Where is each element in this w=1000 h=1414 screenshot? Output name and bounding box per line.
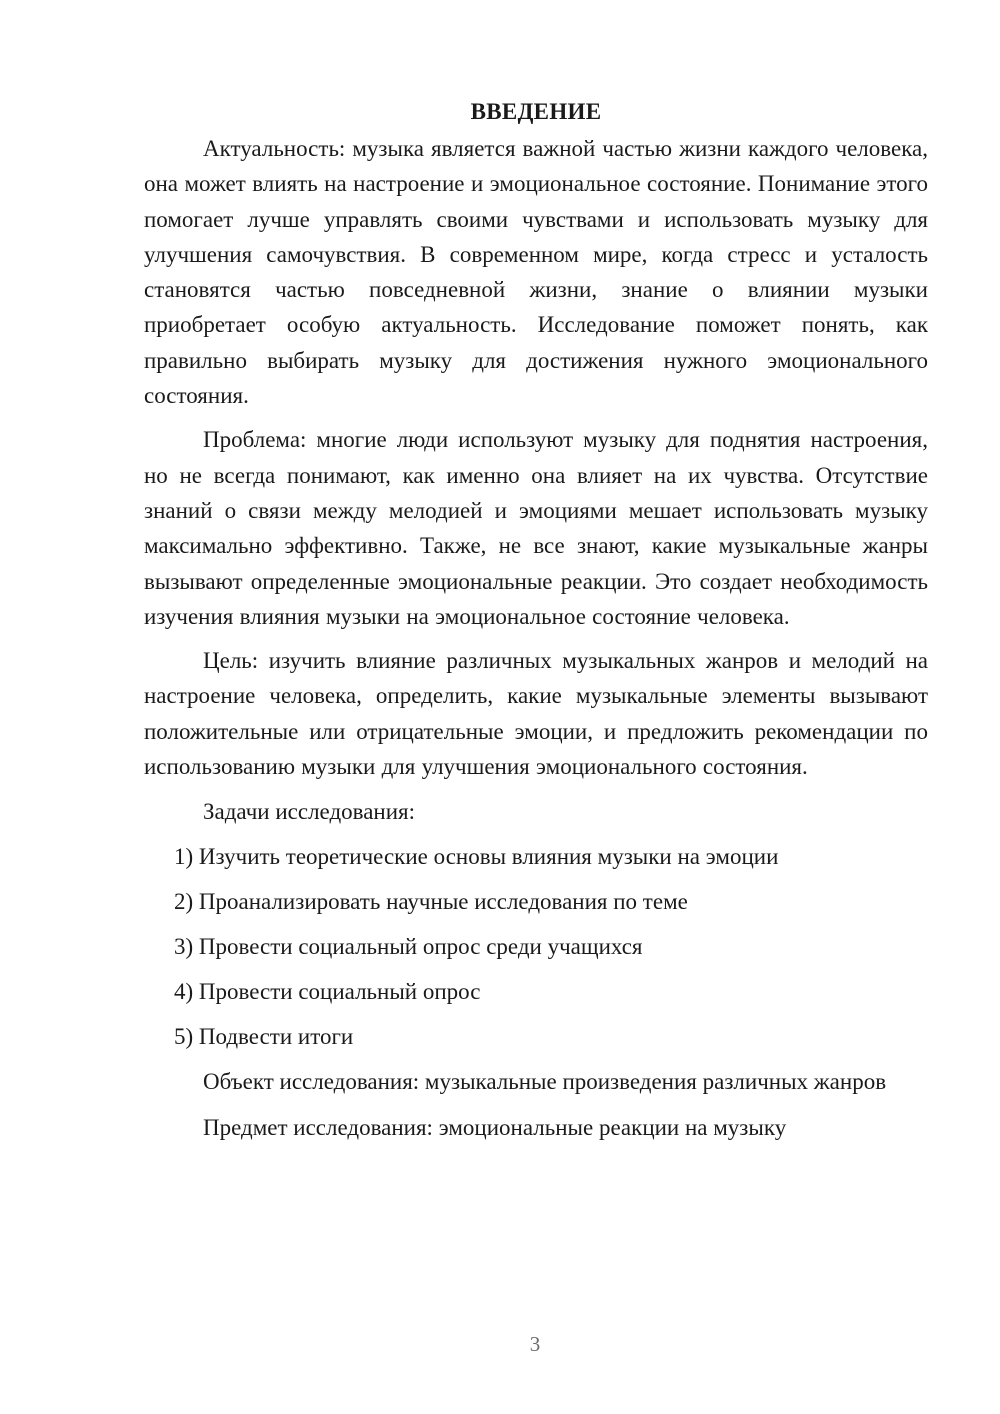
problem-paragraph: Проблема: многие люди используют музыку для поднятия настроения, но не всегда понимают, как именно она влияет на их чувства. Отсутствие знаний о связи между мелодией и эмоциями мешает использовать музыку максимально эффективно. Также, не все знают, какие музыкальные жанры вызывают определенные эмоциональные реакции. Это создает необходимость изучения влияния музыки на эмоциональное состояние человека.	[144, 427, 928, 629]
tasks-list	[144, 839, 928, 1054]
relevance-paragraph: Актуальность: музыка является важной частью жизни каждого человека, она может влиять на настроение и эмоциональное состояние. Понимание этого помогает лучше управлять своими чувствами и использовать музыку для улучшения самочувствия. В современном мире, когда стресс и усталость становятся частью повседневной жизни, знание о влиянии музыки приобретает особую актуальность. Исследование поможет понять, как правильно выбирать музыку для достижения нужного эмоционального состояния.	[144, 136, 928, 409]
list-item: 3) Провести социальный опрос среди учащихся	[174, 934, 643, 960]
section-heading: ВВЕДЕНИЕ	[470, 99, 602, 124]
list-item: 1) Изучить теоретические основы влияния музыки на эмоции	[174, 844, 779, 870]
goal-paragraph: Цель: изучить влияние различных музыкальных жанров и мелодий на настроение человека, определить, какие музыкальные элементы вызывают положительные или отрицательные эмоции, и предложить рекомендации по использованию музыки для улучшения эмоционального состояния.	[144, 648, 928, 780]
list-item: 4) Провести социальный опрос	[174, 979, 481, 1005]
page-number: 3	[529, 1332, 541, 1356]
document-page	[144, 90, 928, 1155]
research-object-paragraph: Объект исследования: музыкальные произведения различных жанров	[203, 1069, 887, 1095]
list-item: 2) Проанализировать научные исследования по теме	[174, 889, 688, 915]
list-item: 5) Подвести итоги	[174, 1024, 354, 1050]
research-subject-paragraph: Предмет исследования: эмоциональные реакции на музыку	[203, 1114, 787, 1140]
tasks-label: Задачи исследования:	[203, 799, 416, 825]
